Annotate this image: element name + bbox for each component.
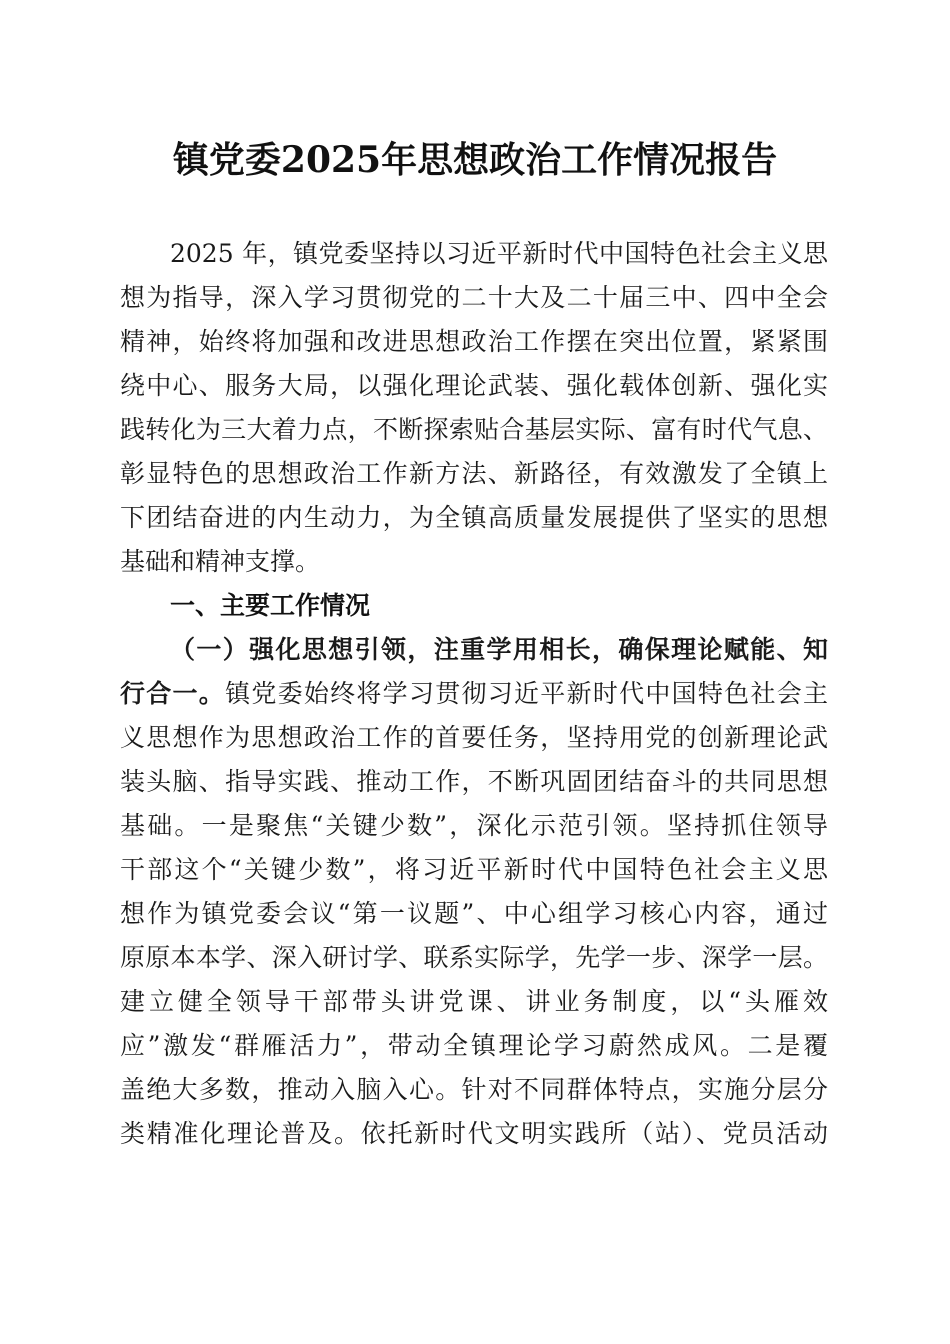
intro-line: 彰显特色的思想政治工作新方法、新路径，有效激发了全镇上 xyxy=(120,459,828,488)
body-line: 干部这个“关键少数”，将习近平新时代中国特色社会主义思 xyxy=(120,855,828,884)
document-title: 镇党委2025年思想政治工作情况报告 xyxy=(172,139,778,181)
subsection-line xyxy=(120,672,828,716)
body-line: 原原本本学、深入研讨学、联系实际学，先学一步、深学一层。 xyxy=(120,943,828,972)
intro-line: 践转化为三大着力点，不断探索贴合基层实际、富有时代气息、 xyxy=(120,415,828,444)
section-heading: 一、主要工作情况 xyxy=(170,591,371,620)
document-body xyxy=(120,232,828,1156)
subsection-heading-tail: 行合一。 xyxy=(120,679,226,708)
body-line: 建立健全领导干部带头讲党课、讲业务制度，以“头雁效 xyxy=(120,987,828,1016)
intro-line: 绕中心、服务大局，以强化理论武装、强化载体创新、强化实 xyxy=(120,371,828,400)
intro-line: 基础和精神支撑。 xyxy=(120,547,321,576)
body-line: 盖绝大多数，推动入脑入心。针对不同群体特点，实施分层分 xyxy=(120,1075,828,1104)
body-line: 义思想作为思想政治工作的首要任务，坚持用党的创新理论武 xyxy=(120,723,828,752)
body-line: 想作为镇党委会议“第一议题”、中心组学习核心内容，通过 xyxy=(120,899,828,928)
intro-line: 想为指导，深入学习贯彻党的二十大及二十届三中、四中全会 xyxy=(120,283,828,312)
subsection-heading-line: （一）强化思想引领，注重学用相长，确保理论赋能、知 xyxy=(170,635,828,664)
body-line: 装头脑、指导实践、推动工作，不断巩固团结奋斗的共同思想 xyxy=(120,767,828,796)
intro-line: 精神，始终将加强和改进思想政治工作摆在突出位置，紧紧围 xyxy=(120,327,828,356)
body-line: 类精准化理论普及。依托新时代文明实践所（站）、党员活动 xyxy=(120,1119,828,1148)
body-text-run: 镇党委始终将学习贯彻习近平新时代中国特色社会主 xyxy=(225,679,828,708)
body-line: 基础。一是聚焦“关键少数”，深化示范引领。坚持抓住领导 xyxy=(120,811,828,840)
body-line: 应”激发“群雁活力”，带动全镇理论学习蔚然成风。二是覆 xyxy=(120,1031,828,1060)
intro-line: 2025 年，镇党委坚持以习近平新时代中国特色社会主义思 xyxy=(170,239,828,268)
intro-line: 下团结奋进的内生动力，为全镇高质量发展提供了坚实的思想 xyxy=(120,503,828,532)
